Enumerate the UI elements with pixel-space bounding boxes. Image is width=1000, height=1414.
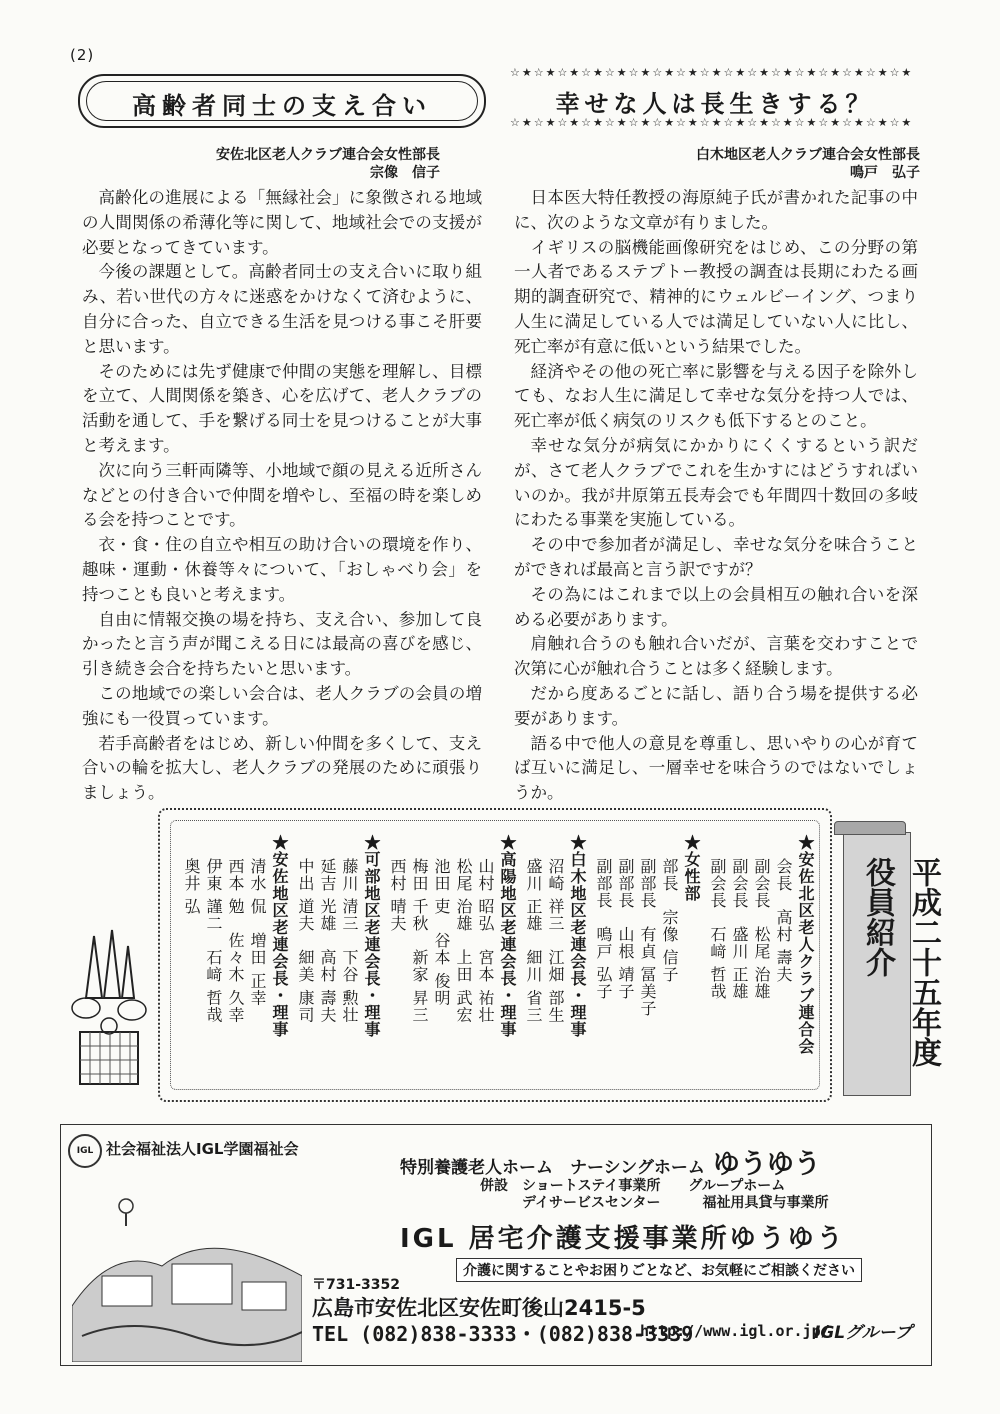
ad-home-name: ゆうゆう [712, 1149, 821, 1180]
roster-group-heading: ★安佐北区老人クラブ連合会 [796, 834, 815, 1055]
roster-name: 石﨑 哲哉 [708, 926, 727, 1001]
roster-entry [546, 858, 564, 1023]
roster-title: 副部長 [616, 858, 635, 909]
roster-entry [182, 858, 200, 915]
roster-name: 清水 侃 [248, 858, 267, 916]
roster-name: 松尾 治雄 [454, 858, 473, 933]
roster-entry [340, 858, 358, 1023]
roster-name: 盛川 正雄 [524, 858, 543, 933]
left-article-paragraph: 高齢化の進展による「無縁社会」に象徴される地域の人間関係の希薄化等に関して、地域社会での支援が必要となってきています。 [82, 188, 482, 257]
right-article-paragraph: 幸せな気分が病気にかかりにくくするという訳だが、さて老人クラブでこれを生かすにはどうすればいいのか。我が井原第五長寿会でも年間四十数回の多岐にわたる事業を実施している。 [514, 435, 919, 530]
roster-title: 副会長 [708, 858, 727, 909]
right-article-paragraph: イギリスの脳機能画像研究をはじめ、この分野の第一人者であるステプトー教授の調査は長期にわたる画期的調査研究で、精神的にウェルビーイング、つまり人生に満足している人では満足していない人に比し、死亡率が有意に低いという結果でした。 [514, 237, 919, 356]
roster-title: 会長 [774, 858, 793, 892]
roster-name-alt: 上田 武宏 [454, 949, 473, 1024]
right-article-paragraph: 語る中で他人の意見を尊重し、思いやりの心が育てば互いに満足し、一層幸せを味合うのではないでしょうか。 [514, 733, 918, 803]
roster-name: 西村 晴夫 [388, 858, 407, 933]
right-article-paragraph: 日本医大特任教授の海原純子氏が書かれた記事の中に、次のような文章が有りました。 [514, 188, 918, 232]
right-article-title: 幸せな人は長生きする？ [555, 89, 875, 118]
roster-entry [388, 858, 406, 932]
roster-entry [454, 858, 472, 1023]
left-article-paragraph: 衣・食・住の自立や相互の助け合いの環境を作り、趣味・運動・休養等々について、「おしゃべり会」を持つことも良いと考えます。 [82, 535, 482, 604]
right-author-name: 鳴戸 弘子 [850, 165, 920, 181]
ad-postal-code: 〒731-3352 [312, 1277, 400, 1293]
roster-name: 山村 昭弘 [476, 858, 495, 933]
roster-entry [752, 858, 770, 1000]
roster-group-heading: ★安佐地区老連会長・理事 [270, 834, 289, 1038]
roster-name: 鳴戸 弘子 [594, 926, 613, 1001]
roster-name: 有貞 冨美子 [638, 926, 657, 1018]
roster-name-alt: 細美 康司 [296, 949, 315, 1024]
kadomatsu-icon [66, 928, 152, 1088]
roster-title: 副会長 [730, 858, 749, 909]
ad-website-link[interactable]: http://www.igl.or.jp/ [640, 1322, 830, 1340]
roster-name: 沼崎 祥三 [546, 858, 565, 933]
roster-group-heading: ★白木地区老連会長・理事 [568, 834, 587, 1038]
roster-entry [410, 858, 428, 1023]
right-article-paragraph: だから度あるごとに話し、語り合う場を提供する必要があります。 [514, 683, 919, 728]
year-title-banner [843, 832, 941, 1096]
roster-entry [594, 858, 612, 1000]
right-article-paragraph: 経済やその他の死亡率に影響を与える因子を除外しても、なお人生に満足して幸せな気分を持つ人では、死亡率が低く病気のリスクも低下するとのこと。 [514, 361, 919, 431]
ad-organization: 社会福祉法人IGL学園福祉会 [106, 1140, 299, 1158]
ad-group-logo: IGLグループ [814, 1323, 912, 1343]
left-article-paragraph: 若手高齢者をはじめ、新しい仲間を多くして、支え合いの輪を拡大し、老人クラブの発展のために頑張りましょう。 [82, 733, 482, 803]
roster-name: 高村 壽夫 [774, 909, 793, 984]
roster-name-alt: 高村 壽夫 [318, 949, 337, 1024]
left-author-name: 宗像 信子 [370, 165, 440, 181]
left-article-paragraph: そのためには先ず健康で仲間の実態を理解し、目標を立て、人間関係を築き、心を広げて、老人クラブの活動を通して、手を繋げる同士を見つけることが大事と考えます。 [82, 361, 482, 455]
ad-telephone: TEL (082)838-3333・(082)838-3339 [312, 1322, 694, 1346]
roster-group-heading: ★可部地区老連会長・理事 [362, 834, 381, 1038]
left-article-paragraph: 次に向う三軒両隣等、小地域で顔の見える近所さんなどとの付き合いで仲間を増やし、至福の時を楽しめる会を持つことです。 [82, 460, 482, 530]
left-article-paragraph: 今後の課題として。高齢者同士の支え合いに取り組み、若い世代の方々に迷惑をかけなくて済むように、自分に合った、自立できる生活を見つける事こそ肝要と思います。 [82, 262, 482, 356]
roster-title: 副部長 [594, 858, 613, 909]
roster-title: 副会長 [752, 858, 771, 909]
roster-name: 松尾 治雄 [752, 926, 771, 1001]
ad-address: 広島市安佐北区安佐町後山2415-5 [312, 1296, 646, 1320]
roster-entry [638, 858, 656, 1017]
roster-name: 宗像 信子 [660, 909, 679, 984]
right-article-paragraph: その中で参加者が満足し、幸せな気分を味合うことができれば最高と言う訳ですが？ [514, 535, 919, 579]
right-article-body [514, 186, 918, 806]
page-number: (2) [70, 46, 95, 64]
roster-name: 延吉 光雄 [318, 858, 337, 933]
roster-name: 山根 靖子 [616, 926, 635, 1001]
roster-entry [296, 858, 314, 1023]
roster-name-alt: 佐々木 久幸 [226, 932, 245, 1024]
roster-name-alt: 下谷 勲壮 [340, 949, 359, 1024]
left-article-title-frame [78, 74, 486, 128]
roster-name-alt: 石﨑 哲哉 [204, 949, 223, 1024]
roster-entry [524, 858, 542, 1023]
right-author-role: 白木地区老人クラブ連合会女性部長 [696, 147, 920, 163]
roster-entry [432, 858, 450, 1006]
roster-title: 部長 [660, 858, 679, 892]
left-article-paragraph: 自由に情報交換の場を持ち、支え合い、参加して良かったと言う声が聞こえる日には最高の喜びを感じ、引き続き会合を持ちたいと思います。 [82, 609, 482, 679]
ad-home-prefix: 特別養護老人ホーム ナーシングホーム [400, 1158, 705, 1178]
igl-logo-icon: IGL [68, 1134, 102, 1168]
roster-entry [248, 858, 266, 1006]
roster-name-alt: 細川 省三 [524, 949, 543, 1024]
roster-entry [226, 858, 244, 1023]
roster-name: 池田 吏 [432, 858, 451, 916]
roster-entry [476, 858, 494, 1023]
roster-entry [660, 858, 678, 983]
roster-name-alt: 江畑 部生 [546, 949, 565, 1024]
roster-title: 副部長 [638, 858, 657, 909]
right-author-block [600, 146, 920, 182]
roster-name: 伊東 謹二 [204, 858, 223, 933]
roster-entry [616, 858, 634, 1000]
ad-consult-note: 介護に関することやお困りごとなど、お気軽にご相談ください [456, 1258, 862, 1282]
roster-name: 奥井 弘 [182, 858, 201, 916]
right-article-paragraph: その為にはこれまで以上の会員相互の触れ合いを深める必要があります。 [514, 584, 919, 629]
roster-entry [318, 858, 336, 1023]
left-article-title: 高齢者同士の支え合い [132, 91, 432, 120]
left-article-body [82, 186, 482, 806]
year-title: 平成二十五年度役員紹介 [860, 857, 941, 1067]
left-article-paragraph: この地域での楽しい会合は、老人クラブの会員の増強にも一役買っています。 [82, 683, 482, 728]
roster-name: 梅田 千秋 [410, 858, 429, 933]
roster-name: 藤川 清三 [340, 858, 359, 933]
roster-entry [774, 858, 792, 983]
roster-name-alt: 宮本 祐壮 [476, 949, 495, 1024]
ad-office-name: IGL 居宅介護支援事業所ゆうゆう [400, 1224, 846, 1254]
roster-name: 盛川 正雄 [730, 926, 749, 1001]
star-border-top: ☆★☆★☆★☆★☆★☆★☆★☆★☆★☆★☆★☆★☆★☆★☆★☆★☆★ [510, 66, 914, 79]
left-author-role: 安佐北区老人クラブ連合会女性部長 [216, 147, 440, 163]
right-article-paragraph: 肩触れ合うのも触れ合いだが、言葉を交わすことで次第に心が触れ合うことは多く経験します。 [514, 634, 919, 679]
roster-name-alt: 増田 正幸 [248, 932, 267, 1007]
ad-nursing-home [400, 1142, 821, 1181]
roster-entry [708, 858, 726, 1000]
building-illustration-icon [72, 1186, 302, 1362]
roster-name: 中出 道夫 [296, 858, 315, 933]
roster-group-heading: ★女性部 [682, 834, 701, 902]
roster-entry [730, 858, 748, 1000]
left-author-block [150, 146, 440, 182]
roster-name-alt: 新家 昇三 [410, 949, 429, 1024]
star-border-bottom: ☆★☆★☆★☆★☆★☆★☆★☆★☆★☆★☆★☆★☆★☆★☆★☆★☆★ [510, 116, 914, 129]
roster-entry [204, 858, 222, 1023]
roster-name-alt: 谷本 俊明 [432, 932, 451, 1007]
ad-services: 併設 ショートステイ事業所 グループホーム デイサービスセンター 福祉用具貸与事業所 [480, 1178, 829, 1211]
roster-name: 西本 勉 [226, 858, 245, 916]
roster-group-heading: ★高陽地区老連会長・理事 [498, 834, 517, 1038]
